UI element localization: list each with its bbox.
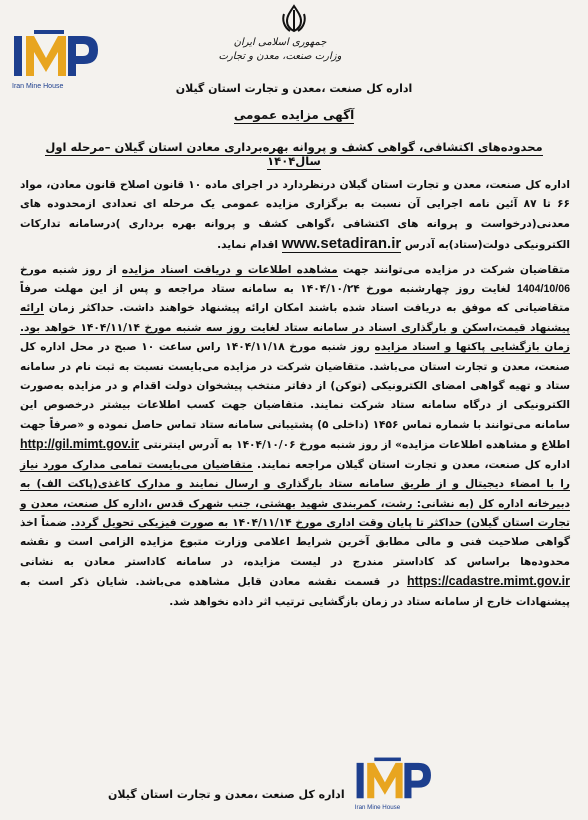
cadastre-link[interactable]: https://cadastre.mimt.gov.ir (406, 574, 570, 589)
ad-subject: محدوده‌های اکتشافی، گواهی کشف و پروانه بهره‌برداری معادن استان گیلان –مرحله اول سال۱۴۰۴ (45, 140, 543, 168)
iran-emblem-icon (281, 4, 307, 34)
gil-mimt-link[interactable]: http://gil.mimt.gov.ir (20, 437, 140, 452)
paragraph-1: اداره کل صنعت، معدن و تجارت استان گیلان درنظردارد در اجرای ماده ۱۰ قانون اصلاح قانون معادن، مواد ۶۶ تا ۸۷ آئین نامه اجرایی آن نسبت به برگزاری مزایده عمومی یک مرحله ای تعدادی ازمحدوده های معدنی(درخواست و پروانه های اکتشافی ،گواهی کشف و پروانه بهره برداری )درسامانه تدارکات الکترونیکی دولت(ستاد)به آدرس www.setadiran.ir اقدام نماید. (20, 179, 570, 253)
ministry-name (200, 36, 360, 64)
ministry-line-2: وزارت صنعت، معدن و تجارت (218, 51, 342, 62)
footer-signature: اداره کل صنعت ،معدن و تجارت استان گیلان (108, 788, 345, 801)
svg-text:Iran Mine House: Iran Mine House (354, 803, 401, 811)
department-name: اداره کل صنعت ،معدن و تجارت استان گیلان (175, 82, 413, 95)
ad-title: آگهی مزایده عمومی (233, 108, 355, 122)
notice-body (20, 176, 570, 617)
iran-mine-house-logo-footer (350, 754, 434, 816)
svg-text:Iran Mine House: Iran Mine House (12, 83, 64, 90)
ministry-line-1: جمهوری اسلامی ایران (233, 37, 327, 48)
setadiran-link[interactable]: www.setadiran.ir (281, 235, 402, 253)
paragraph-2: متقاضیان شرکت در مزایده می‌توانند جهت مشاهده اطلاعات و دریافت اسناد مزایده از روز شنبه مورخ 1404/10/06 لغایت روز چهارشنبه مورخ ۱۴۰۴/۱۰/۲۴ به سامانه ستاد مراجعه و پس از این مهلت صرفاً متقاضیانی که موفق به دریافت اسناد شده باشند امکان ارائه پیشنهاد خواهند داشت. حداکثر زمان ارائه پیشنهاد قیمت،اسکن و بارگذاری اسناد در سامانه ستاد لغایت روز سه شنبه مورخ ۱۴۰۴/۱۱/۱۴ خواهد بود. زمان بازگشایی پاکتها و اسناد مزایده روز شنبه مورخ ۱۴۰۴/۱۱/۱۸ راس ساعت ۱۰ صبح در محل اداره کل صنعت، معدن و تجارت استان می‌باشد. متقاضیان شرکت در مزایده می‌بایست نسبت به ثبت نام در سامانه ستاد و تهیه گواهی امضای الکترونیکی (توکن) از دفاتر منتخب پیشخوان دولت اقدام و در مزایده به‌صورت الکترونیکی از درگاه سامانه ستاد شرکت نمایند. متقاضیان جهت کسب اطلاعات بیشتر درخصوص این سامانه می‌توانند با شماره تماس ۱۴۵۶ (داخلی ۵) پشتیبانی سامانه ستاد تماس حاصل نموده و «صرفاً جهت اطلاع و مشاهده اطلاعات مزایده» از روز شنبه مورخ ۱۴۰۴/۱۰/۰۶ به آدرس اینترنتی http://gil.mimt.gov.ir اداره کل صنعت، معدن و تجارت استان گیلان مراجعه نمایند. متقاضیان می‌بایست تمامی مدارک مورد نیاز را با امضاء دیجیتال و از طریق سامانه ستاد بارگذاری و ارسال نمایند و مدارک کاغذی(پاکت الف) به دبیرخانه اداره کل (به نشانی: رشت، کمربندی شهید بهشتی، جنب شهرک قدس ،اداره کل صنعت، معدن و تجارت استان گیلان) حداکثر تا پایان وقت اداری مورخ ۱۴۰۴/۱۱/۱۴ به صورت فیزیکی تحویل گردد. ضمناً اخذ گواهی صلاحیت فنی و مالی مطابق آخرین شرایط اعلامی وزارت متبوع مزایده الزامی است و نقشه محدوده‌ها براساس کد کاداستر مندرج در لیست مزایده، در سامانه کاداستر معادن به نشانی https://cadastre.mimt.gov.ir در قسمت نقشه معادن قابل مشاهده می‌باشد. شایان ذکر است به پیشنهادات خارج از سامانه ستاد در زمان بازگشایی ترتیب اثر داده نخواهد شد. (20, 263, 570, 608)
